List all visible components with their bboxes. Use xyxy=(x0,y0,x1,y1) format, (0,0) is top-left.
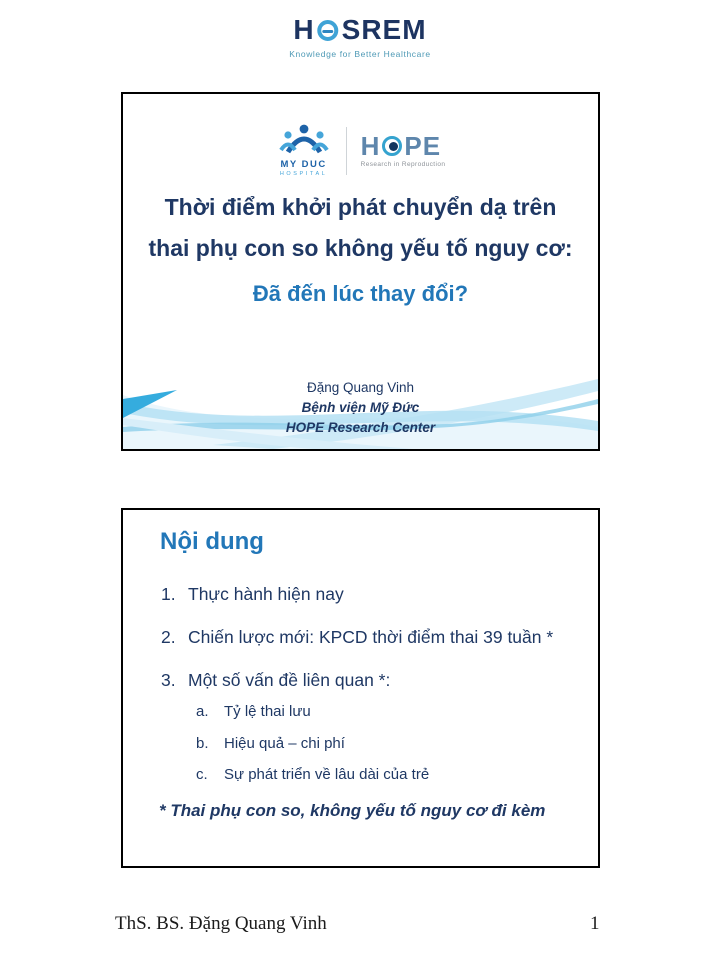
agenda-subitem-c xyxy=(196,766,429,783)
agenda-subitem-a-text: Tỷ lệ thai lưu xyxy=(224,703,311,720)
agenda-item-1-number: 1. xyxy=(161,584,176,604)
agenda-item-3 xyxy=(161,670,390,691)
hosrem-letter-h: H xyxy=(293,14,315,45)
agenda-item-2-number: 2. xyxy=(161,627,176,647)
hope-letter-h: H xyxy=(360,130,381,161)
logo-divider xyxy=(346,127,347,175)
hope-tagline: Research in Reproduction xyxy=(360,160,446,168)
agenda-subitem-c-letter: c. xyxy=(196,766,208,783)
agenda-subitem-b-letter: b. xyxy=(196,735,209,752)
agenda-item-2-text: Chiến lược mới: KPCD thời điểm thai 39 tuần * xyxy=(188,627,554,647)
hosrem-wordmark xyxy=(289,16,430,44)
author-name: Đặng Quang Vinh xyxy=(306,380,415,395)
hosrem-tagline: Knowledge for Better Healthcare xyxy=(289,49,431,59)
slide-2-agenda-slide xyxy=(121,508,600,868)
agenda-subitem-a xyxy=(196,703,311,720)
slide1-title-line1: Thời điểm khởi phát chuyển dạ trên xyxy=(164,194,557,220)
author-affiliation-2: HOPE Research Center xyxy=(285,420,436,435)
author-affiliation-1: Bệnh viện Mỹ Đức xyxy=(301,400,420,415)
myduc-hospital-logo xyxy=(276,124,332,177)
agenda-subitem-b xyxy=(196,735,345,752)
agenda-item-1-text: Thực hành hiện nay xyxy=(188,584,344,604)
slide1-logo-block xyxy=(123,124,598,177)
hope-wordmark xyxy=(360,130,446,161)
slide1-author-block xyxy=(123,378,598,438)
globe-icon xyxy=(318,20,339,41)
slide1-title-line3: Đã đến lúc thay đổi? xyxy=(252,281,469,306)
agenda-subitem-c-text: Sự phát triển về lâu dài của trẻ xyxy=(224,766,430,783)
slide2-heading: Nội dung xyxy=(160,528,264,555)
agenda-subitem-a-letter: a. xyxy=(196,703,209,720)
slide-1-title-slide xyxy=(121,92,600,451)
hosrem-logo xyxy=(289,16,430,59)
agenda-item-1 xyxy=(161,584,344,605)
slide2-footnote: * Thai phụ con so, không yếu tố nguy cơ đi kèm xyxy=(159,801,546,820)
footer-author: ThS. BS. Đặng Quang Vinh xyxy=(115,913,327,934)
agenda-item-2 xyxy=(161,627,553,648)
myduc-logo-subtext: HOSPITAL xyxy=(279,170,328,177)
agenda-item-3-number: 3. xyxy=(161,670,176,690)
three-people-arch-icon xyxy=(276,124,332,154)
hosrem-letters-srem: SREM xyxy=(341,14,427,45)
hope-logo xyxy=(360,130,446,169)
slide1-title-line2: thai phụ con so không yếu tố nguy cơ: xyxy=(148,235,573,261)
agenda-item-3-text: Một số vấn đề liên quan *: xyxy=(188,670,391,690)
myduc-logo-text: MY DUC xyxy=(280,159,327,170)
hope-letters-pe: PE xyxy=(404,130,442,161)
footer-page-number: 1 xyxy=(590,913,600,934)
agenda-subitem-b-text: Hiệu quả – chi phí xyxy=(224,735,345,752)
eye-icon xyxy=(382,136,402,156)
